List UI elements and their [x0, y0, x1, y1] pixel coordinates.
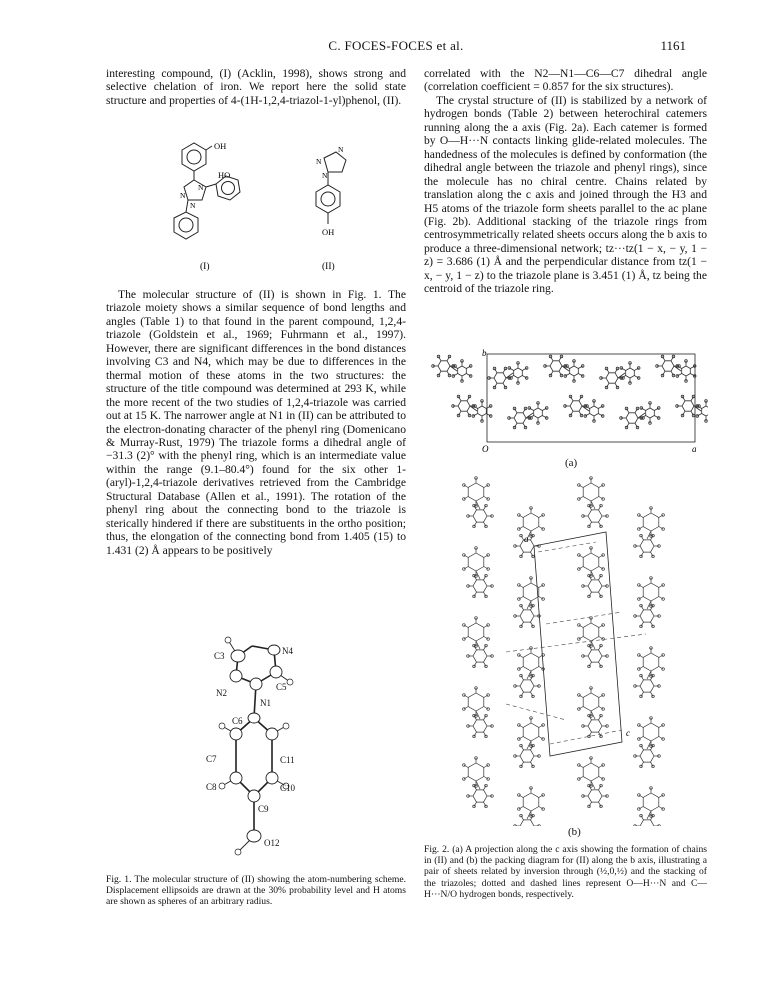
- fig2a-triazole-ring-h-atom: [525, 367, 528, 370]
- fig2a-triazole-ring-h-atom: [545, 407, 548, 410]
- fig2a-triazole-ring-h-atom: [620, 367, 623, 370]
- fig2b-triazole-ring: [520, 750, 534, 762]
- fig2b-triazole-ring-h-atom: [600, 644, 603, 647]
- fig2b-triazole-ring-h-atom: [652, 625, 655, 628]
- fig2b-phenyl-ring: [468, 763, 484, 781]
- fig2b-phenyl-ring: [468, 623, 484, 641]
- atom-label-c3: C3: [214, 651, 225, 661]
- fig2b-phenyl-ring: [468, 483, 484, 501]
- figure-2b-packing-diagram: [446, 474, 696, 826]
- scheme-n-4: N: [338, 145, 344, 154]
- fig2b-triazole-ring-h-atom: [600, 735, 603, 738]
- figure-2a-projection: [424, 344, 708, 454]
- fig2a-triazole-ring-h-atom: [528, 407, 531, 410]
- fig2b-phenyl-ring: [583, 553, 599, 571]
- fig2b-triazole-ring: [640, 820, 654, 826]
- fig2a-triazole-ring-h-atom: [469, 365, 472, 368]
- fig2b-triazole-ring-h-atom: [600, 595, 603, 598]
- fig2a-triazole-ring-h-atom: [601, 415, 604, 418]
- fig2b-triazole-ring-h-atom: [485, 504, 488, 507]
- fig2b-triazole-ring-h-atom: [588, 595, 591, 598]
- fig2a-triazole-ring-h-atom: [489, 415, 492, 418]
- running-header: [106, 38, 686, 56]
- fig2b-triazole-ring-h-atom: [473, 595, 476, 598]
- fig2b-hydrogen-bonds: [506, 542, 646, 744]
- fig2b-triazole-ring: [473, 580, 487, 592]
- fig2a-triazole-ring-h-atom: [545, 417, 548, 420]
- fig2b-panel-label: (b): [568, 826, 581, 838]
- atom-label-c10: C10: [280, 783, 296, 793]
- fig2a-triazole-ring-h-atom: [581, 365, 584, 368]
- atom-label-n4: N4: [282, 646, 293, 656]
- fig2b-molecule-network: [463, 477, 665, 826]
- fig2a-triazole-ring-h-atom: [489, 405, 492, 408]
- fig2b-phenyl-ring: [468, 693, 484, 711]
- fig2b-triazole-ring-h-atom: [485, 714, 488, 717]
- fig2b-triazole-ring-h-atom: [520, 534, 523, 537]
- fig2b-triazole-ring-h-atom: [640, 674, 643, 677]
- fig2b-triazole-ring-h-atom: [473, 805, 476, 808]
- fig2b-phenyl-ring: [583, 623, 599, 641]
- fig2a-phenyl-ring: [438, 361, 450, 371]
- compound-ii-label: (II): [322, 262, 335, 272]
- fig2b-triazole-ring-h-atom: [652, 695, 655, 698]
- fig2b-phenyl-ring: [643, 513, 659, 531]
- fig2a-axis-origin: O: [482, 444, 489, 454]
- fig2b-triazole-ring-h-atom: [532, 765, 535, 768]
- atom-label-n2: N2: [216, 688, 227, 698]
- atom-label-c9: C9: [258, 804, 269, 814]
- fig2a-triazole-ring-h-atom: [640, 407, 643, 410]
- fig2b-triazole-ring-h-atom: [520, 604, 523, 607]
- fig2b-triazole-ring: [640, 610, 654, 622]
- fig2b-triazole-ring-h-atom: [473, 665, 476, 668]
- fig2b-triazole-ring-h-atom: [485, 644, 488, 647]
- intro-paragraph: interesting compound, (I) (Acklin, 1998), shows strong and selective chelation of iron. We report here the solid state structure and properties of 4-(1H-1,2,4-triazol-1-yl)phenol, (II).: [106, 67, 406, 107]
- scheme-n-3: N: [190, 201, 196, 210]
- fig2a-phenyl-ring: [682, 401, 694, 411]
- fig2a-panel-label: (a): [565, 457, 578, 469]
- fig2b-triazole-ring-h-atom: [640, 604, 643, 607]
- fig2a-triazole-ring-h-atom: [581, 375, 584, 378]
- fig2b-triazole-ring-h-atom: [473, 735, 476, 738]
- fig2b-triazole-ring: [473, 650, 487, 662]
- fig2a-phenyl-ring: [570, 401, 582, 411]
- compound-i-label: (I): [200, 262, 210, 272]
- fig2b-triazole-ring-h-atom: [600, 574, 603, 577]
- left-column-intro: [106, 67, 406, 107]
- fig2b-triazole-ring-h-atom: [588, 805, 591, 808]
- fig2b-axis-c: c: [626, 728, 630, 738]
- scheme-oh-top: OH: [214, 142, 227, 151]
- fig2b-triazole-ring-h-atom: [652, 765, 655, 768]
- fig2b-triazole-ring-h-atom: [600, 714, 603, 717]
- fig2b-triazole-ring: [640, 750, 654, 762]
- fig2b-triazole-ring: [473, 790, 487, 802]
- phenol-ring-top: [182, 143, 206, 171]
- fig2b-triazole-ring-h-atom: [485, 574, 488, 577]
- fig2a-triazole-ring: [534, 408, 543, 418]
- fig2a-triazole-ring: [570, 366, 579, 376]
- fig2b-triazole-ring: [588, 650, 602, 662]
- fig2b-triazole-ring: [520, 820, 534, 826]
- fig2b-triazole-ring-h-atom: [652, 555, 655, 558]
- fig2b-triazole-ring: [640, 540, 654, 552]
- atom-label-o12: O12: [264, 838, 280, 848]
- fig2b-triazole-ring-h-atom: [600, 525, 603, 528]
- fig2b-triazole-ring: [588, 720, 602, 732]
- fig2b-triazole-ring: [588, 580, 602, 592]
- fig2a-molecule-chains: [432, 355, 708, 429]
- figure-1-caption: Fig. 1. The molecular structure of (II) showing the atom-numbering scheme. Displacement ellipsoids are drawn at the 30% probability level and H atoms are shown as spheres of an arbitrary radius.: [106, 874, 406, 908]
- fig2a-phenyl-ring: [606, 373, 618, 383]
- atom-label-c11: C11: [280, 755, 295, 765]
- fig2b-phenyl-ring: [643, 583, 659, 601]
- fig2a-triazole-ring-h-atom: [469, 375, 472, 378]
- fig2a-triazole-ring: [702, 406, 708, 416]
- fig2b-triazole-ring-h-atom: [532, 555, 535, 558]
- running-head-author: C. FOCES-FOCES et al.: [328, 38, 464, 53]
- scheme-oh-bottom: OH: [322, 227, 335, 237]
- fig2b-triazole-ring-h-atom: [640, 625, 643, 628]
- fig2a-triazole-ring-h-atom: [472, 415, 475, 418]
- fig2b-triazole-ring-h-atom: [520, 765, 523, 768]
- fig2b-phenyl-ring: [583, 483, 599, 501]
- fig2b-triazole-ring-h-atom: [588, 525, 591, 528]
- atom-label-n1: N1: [260, 698, 271, 708]
- fig2b-phenyl-ring: [583, 693, 599, 711]
- fig2b-phenyl-ring: [643, 723, 659, 741]
- fig2a-triazole-ring: [626, 368, 635, 378]
- fig2a-phenyl-ring: [662, 361, 674, 371]
- chemical-scheme: [160, 142, 370, 274]
- fig2b-triazole-ring-h-atom: [520, 674, 523, 677]
- fig2b-triazole-ring-h-atom: [532, 625, 535, 628]
- fig2b-triazole-ring: [640, 680, 654, 692]
- scheme-n-2: N: [180, 191, 186, 200]
- fig2b-phenyl-ring: [643, 793, 659, 811]
- fig2a-phenyl-ring: [458, 401, 470, 411]
- fig2a-axis-b: b: [482, 348, 487, 358]
- fig2a-triazole-ring: [646, 408, 655, 418]
- fig2b-phenyl-ring: [583, 763, 599, 781]
- molecular-structure-paragraph: The molecular structure of (II) is shown in Fig. 1. The triazole moiety shows a similar sequence of bond lengths and angles (Table 1) to that found in the parent compound, 1,2,4-triazole (Goldstein et al., 1969; Fuhrmann et al., 1997). However, there are significant differences in the bond distances involving C3 and N4, which may be due to differences in the thermal motion of these atoms in the two structures: the structure of the title compound was determined at 293 K, while the more recent of the two studies of 1,2,4-triazole was carried out at 15 K. The narrower angle at N1 in (II) can be attributed to the electron-donating character of the phenyl ring (Domenicano & Murray-Rust, 1979) The triazole forms a dihedral angle of −31.3 (2)° with the phenyl ring, which is an intermediate value within the range (9.1–80.4°) found for the six other 1-(aryl)-1,2,4-triazole derivatives retrieved from the Cambridge Structural Database (Allen et al., 1991). The rotation of the phenyl ring about the connecting bond to the triazole is sterically hindered if there are substituents in the ortho position; thus, the elongation of the connecting bond from 1.405 (15) to 1.431 (2) Å appears to be positively: [106, 288, 406, 557]
- figure-2-caption: Fig. 2. (a) A projection along the c axis showing the formation of chains in (II) and (b) the packing diagram for (II) along the b axis, illustrating a pair of sheets related by inversion through (½,0,½) and the stacking of the triazoles; dotted and dashed lines represent O—H···N and C—H···N/O hydrogen bonds, respectively.: [424, 844, 707, 900]
- scheme-n-6: N: [322, 171, 328, 180]
- fig2a-triazole-ring: [478, 406, 487, 416]
- fig2b-triazole-ring-h-atom: [640, 555, 643, 558]
- fig2a-triazole-ring-h-atom: [601, 405, 604, 408]
- fig2a-triazole-ring-h-atom: [584, 415, 587, 418]
- fig2b-triazole-ring-h-atom: [600, 805, 603, 808]
- scheme-n-1: N: [198, 183, 204, 192]
- fig2b-phenyl-ring: [523, 723, 539, 741]
- fig2b-triazole-ring-h-atom: [640, 695, 643, 698]
- fig2b-phenyl-ring: [523, 793, 539, 811]
- fig2a-triazole-ring-h-atom: [637, 367, 640, 370]
- fig2b-triazole-ring-h-atom: [485, 525, 488, 528]
- fig2b-triazole-ring: [473, 510, 487, 522]
- atom-label-c8: C8: [206, 782, 217, 792]
- fig2b-triazole-ring-h-atom: [485, 665, 488, 668]
- fig2a-phenyl-ring: [550, 361, 562, 371]
- fig2a-triazole-ring: [458, 366, 467, 376]
- fig2a-triazole-ring: [514, 368, 523, 378]
- fig2b-triazole-ring-h-atom: [640, 534, 643, 537]
- crystal-structure-paragraph: The crystal structure of (II) is stabilized by a network of hydrogen bonds (Table 2) between heterochiral catemers running along the a axis (Fig. 2a). Each catemer is formed by O—H···N contacts linking glide-related molecules. The handedness of the molecules is defined by conformation (the dihedral angle between the triazole and phenyl rings), since the molecule has no chiral centre. Chains related by translation along the c axis and joined through the H3 and H5 atoms of the triazole form sheets parallel to the ac plane (Fig. 2b). Additional stacking of the triazole rings from centrosymmetrically related sheets occurs along the b axis to produce a three-dimensional network; tz···tz(1 − x, − y, 1 − z) = 3.686 (1) Å and the perpendicular distance from tz(1 − x, − y, 1 − z) to the triazole plane is 3.451 (1) Å, tz being the centroid of the triazole ring.: [424, 93, 707, 296]
- fig2a-triazole-ring-h-atom: [676, 375, 679, 378]
- fig2b-phenyl-ring: [643, 653, 659, 671]
- fig2b-triazole-ring-h-atom: [485, 595, 488, 598]
- phenol-ring-ii: [316, 185, 340, 213]
- fig2a-phenyl-ring: [626, 413, 638, 423]
- fig2b-triazole-ring-h-atom: [588, 665, 591, 668]
- fig2a-triazole-ring: [590, 406, 599, 416]
- fig2a-triazole-ring-h-atom: [452, 375, 455, 378]
- figure-1-molecular-structure: [190, 626, 330, 866]
- fig2b-phenyl-ring: [468, 553, 484, 571]
- fig2b-triazole-ring-h-atom: [600, 665, 603, 668]
- fig2a-triazole-ring-h-atom: [564, 375, 567, 378]
- fig2b-triazole-ring: [520, 680, 534, 692]
- fig2b-triazole-ring: [520, 610, 534, 622]
- fig2a-triazole-ring-h-atom: [657, 417, 660, 420]
- fig2b-phenyl-ring: [523, 583, 539, 601]
- atom-label-c5: C5: [276, 682, 287, 692]
- triazole-ring-ii: [324, 152, 346, 172]
- fig2a-triazole-ring: [682, 366, 691, 376]
- fig2a-axis-a: a: [692, 444, 697, 454]
- scheme-ho: HO: [218, 170, 231, 180]
- fig2b-triazole-ring-h-atom: [520, 555, 523, 558]
- fig2b-phenyl-ring: [523, 653, 539, 671]
- fig2b-phenyl-ring: [523, 513, 539, 531]
- atom-label-c7: C7: [206, 754, 217, 764]
- fig2b-triazole-ring-h-atom: [485, 735, 488, 738]
- scheme-n-5: N: [316, 157, 322, 166]
- fig2b-triazole-ring-h-atom: [532, 695, 535, 698]
- fig2b-triazole-ring-h-atom: [485, 805, 488, 808]
- fig2a-triazole-ring-h-atom: [525, 377, 528, 380]
- page-number: 1161: [660, 38, 686, 53]
- right-column-body: [424, 67, 707, 296]
- fig2b-triazole-ring: [588, 510, 602, 522]
- fig2a-triazole-ring-h-atom: [508, 367, 511, 370]
- fig2a-phenyl-ring: [494, 373, 506, 383]
- fig2b-triazole-ring-h-atom: [600, 504, 603, 507]
- fig2b-axis-a: a: [524, 534, 529, 544]
- phenyl-ring-i: [174, 212, 198, 239]
- fig2b-triazole-ring: [473, 720, 487, 732]
- correlation-paragraph: correlated with the N2—N1—C6—C7 dihedral angle (correlation coefficient = 0.857 for the six structures).: [424, 67, 707, 94]
- fig2b-triazole-ring-h-atom: [640, 765, 643, 768]
- atom-label-c6: C6: [232, 716, 243, 726]
- fig2a-phenyl-ring: [514, 413, 526, 423]
- fig2b-triazole-ring: [588, 790, 602, 802]
- fig2b-triazole-ring-h-atom: [520, 695, 523, 698]
- fig2a-triazole-ring-h-atom: [657, 407, 660, 410]
- left-column-body: [106, 288, 406, 557]
- fig2a-triazole-ring-h-atom: [637, 377, 640, 380]
- fig2b-triazole-ring-h-atom: [473, 525, 476, 528]
- fig2b-triazole-ring-h-atom: [520, 625, 523, 628]
